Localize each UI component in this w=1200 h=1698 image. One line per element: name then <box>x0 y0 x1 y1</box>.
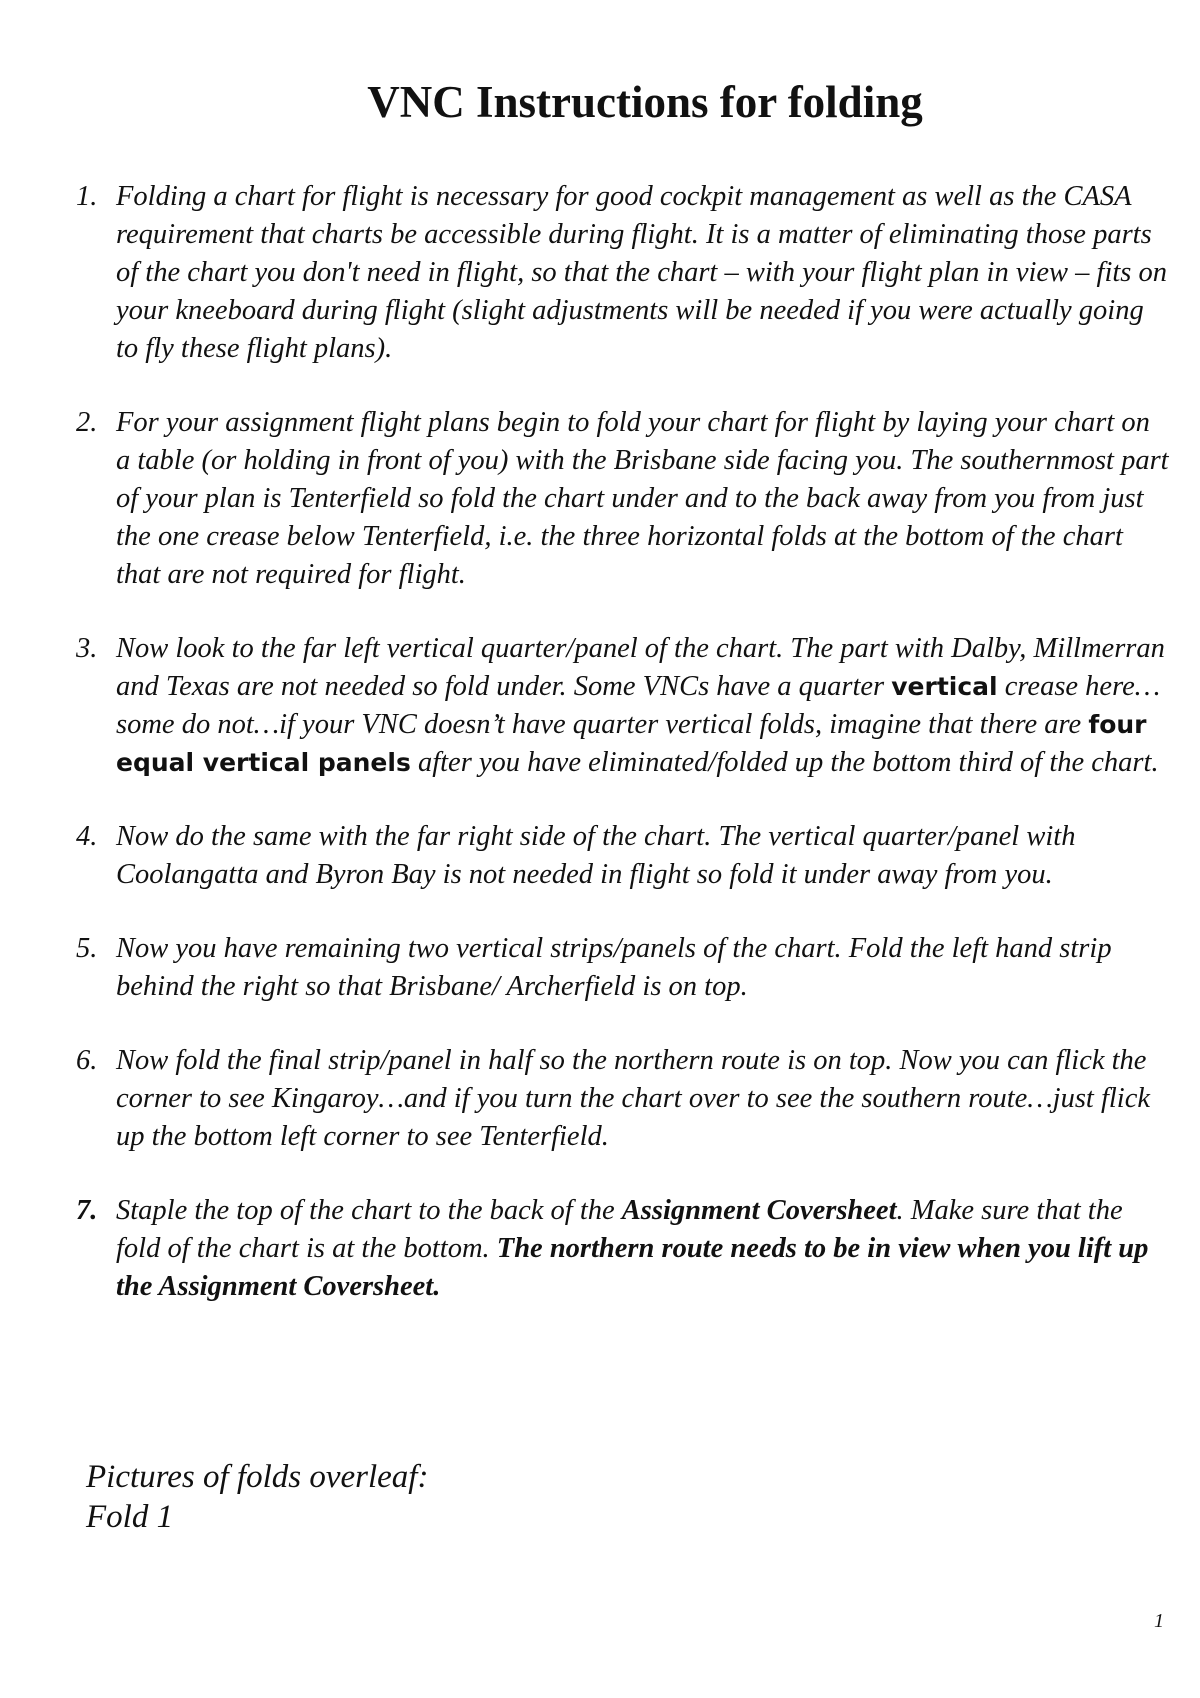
item-number: 6. <box>76 1045 98 1076</box>
item-text: after you have eliminated/folded up the bottom third of the chart. <box>410 747 1159 778</box>
item-text: Now fold the final strip/panel in half so the northern route is on top. Now you can flick the corner to see Kingaroy…and if you turn the chart over to see the southern route…just flick up the bottom left corner to see Tenterfield. <box>116 1045 1151 1152</box>
item-text: For your assignment flight plans begin to fold your chart for flight by laying your chart on a table (or holding in front of you) with the Brisbane side facing you. The southernmost part of your plan is Tenterfield so fold the chart under and to the back away from you from just the one crease below Tenterfield, i.e. the three horizontal folds at the bottom of the chart that are not required for flight. <box>116 407 1169 590</box>
instruction-item <box>76 930 1171 1006</box>
instruction-item <box>76 630 1171 782</box>
pictures-note: Pictures of folds overleaf: <box>86 1459 429 1495</box>
item-number: 4. <box>76 821 98 852</box>
instruction-item <box>76 818 1171 894</box>
item-number: 2. <box>76 407 98 438</box>
fold-caption: Fold 1 <box>86 1499 174 1535</box>
page-number: 1 <box>1154 1610 1164 1632</box>
instruction-item <box>76 178 1171 368</box>
footer-note <box>86 1457 428 1537</box>
item-number: 7. <box>76 1195 98 1226</box>
emphasized-text: Assignment Coversheet <box>621 1195 897 1226</box>
item-text: . Make sure that the fold of the chart is at the bottom. <box>116 1195 1123 1264</box>
item-number: 3. <box>76 633 98 664</box>
item-number: 1. <box>76 181 98 212</box>
item-text: Now look to the far left vertical quarter/panel of the chart. The part with Dalby, Millmerran and Texas are not needed so fold under. Some VNCs have a quarter <box>116 633 1165 702</box>
emphasized-text: The northern route needs to be in view when you lift up the Assignment Coversheet. <box>116 1233 1149 1302</box>
instruction-list <box>76 178 1171 1342</box>
instruction-item <box>76 1192 1171 1306</box>
item-text: Now do the same with the far right side of the chart. The vertical quarter/panel with Coolangatta and Byron Bay is not needed in flight so fold it under away from you. <box>116 821 1076 890</box>
item-text: Staple the top of the chart to the back of the <box>116 1195 622 1226</box>
instruction-item <box>76 1042 1171 1156</box>
emphasized-text: vertical <box>891 672 998 701</box>
item-text: Now you have remaining two vertical strips/panels of the chart. Fold the left hand strip behind the right so that Brisbane/ Archerfield is on top. <box>116 933 1112 1002</box>
page-title: VNC Instructions for folding <box>367 77 923 127</box>
emphasized-text: four equal vertical panels <box>116 710 1147 777</box>
instruction-item <box>76 404 1171 594</box>
item-number: 5. <box>76 933 98 964</box>
item-text: Folding a chart for flight is necessary for good cockpit management as well as the CASA requirement that charts be accessible during flight. It is a matter of eliminating those parts of the chart you don't need in flight, so that the chart – with your flight plan in view – fits on your kneeboard during flight (slight adjustments will be needed if you were actually going to fly these flight plans). <box>116 181 1168 364</box>
item-text: crease here…some do not…if your VNC doesn’t have quarter vertical folds, imagine that there are <box>116 671 1161 740</box>
